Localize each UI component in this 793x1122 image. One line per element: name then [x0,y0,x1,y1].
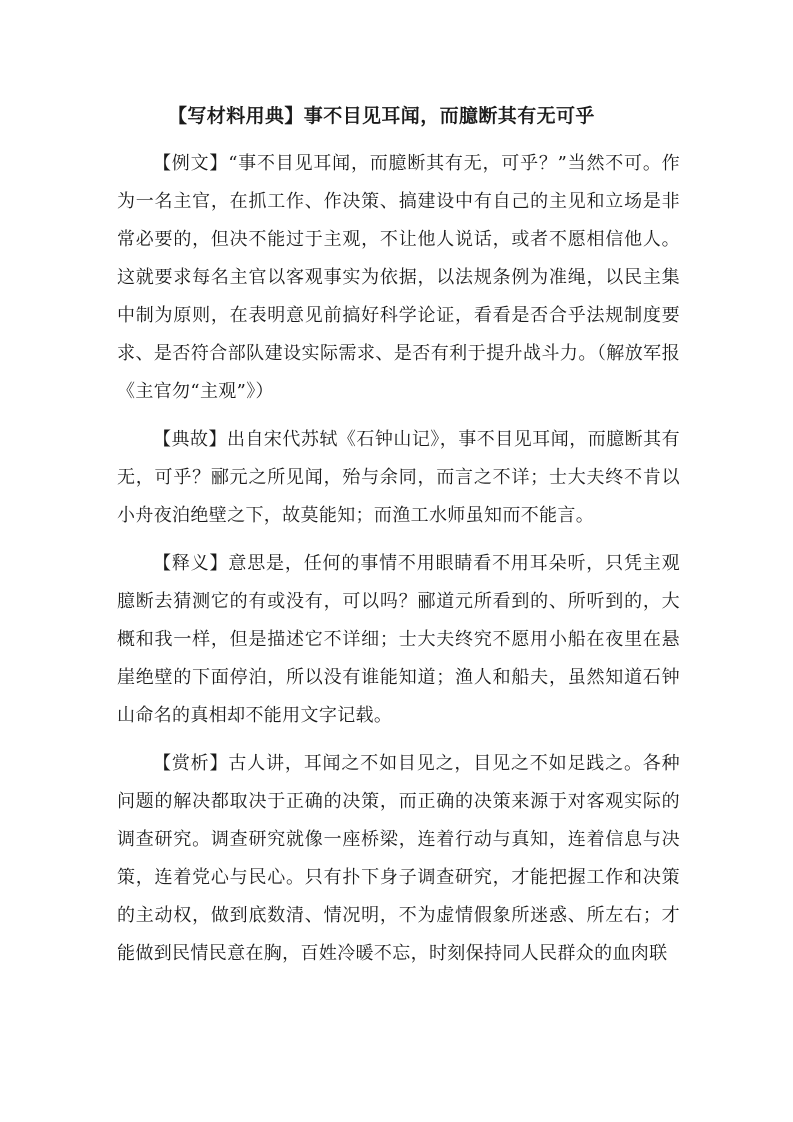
appreciation-paragraph [117,745,680,973]
allusion-label: 【典故】 [153,429,227,450]
appreciation-label: 【赏析】 [153,753,229,774]
example-text: “事不目见耳闻，而臆断其有无，可乎？”当然不可。作为一名主官，在抓工作、作决策、搞建设中有自己的主见和立场是非常必要的，但决不能过于主观，不让他人说话，或者不愿相信他人。这就要求每名主官以客观事实为依据，以法规条例为准绳，以民主集中制为原则，在表明意见前搞好科学论证，看看是否合乎法规制度要求、是否符合部队建设实际需求、是否有利于提升战斗力。（解放军报《主官勿“主观”》） [117,153,680,402]
interpretation-paragraph [117,545,680,735]
interpretation-label: 【释义】 [153,553,229,574]
document-title: 【写材料用典】事不目见耳闻，而臆断其有无可乎 [168,105,595,127]
allusion-paragraph [117,421,680,535]
allusion-text: 出自宋代苏轼《石钟山记》，事不目见耳闻，而臆断其有无，可乎？郦元之所见闻，殆与余同，而言之不详；士大夫终不肯以小舟夜泊绝壁之下，故莫能知；而渔工水师虽知而不能言。 [117,429,680,526]
interpretation-text: 意思是，任何的事情不用眼睛看不用耳朵听，只凭主观臆断去猜测它的有或没有，可以吗？郦道元所看到的、所听到的，大概和我一样，但是描述它不详细；士大夫终究不愿用小船在夜里在悬崖绝壁的下面停泊，所以没有谁能知道；渔人和船夫，虽然知道石钟山命名的真相却不能用文字记载。 [117,553,680,726]
example-paragraph [117,145,680,411]
document-body [117,145,680,973]
example-label: 【例文】 [153,153,229,174]
appreciation-text: 古人讲，耳闻之不如目见之，目见之不如足践之。各种问题的解决都取决于正确的决策，而正确的决策来源于对客观实际的调查研究。调查研究就像一座桥梁，连着行动与真知，连着信息与决策，连着党心与民心。只有扑下身子调查研究，才能把握工作和决策的主动权，做到底数清、情况明，不为虚情假象所迷惑、所左右；才能做到民情民意在胸，百姓冷暖不忘，时刻保持同人民群众的血肉联 [117,753,680,964]
